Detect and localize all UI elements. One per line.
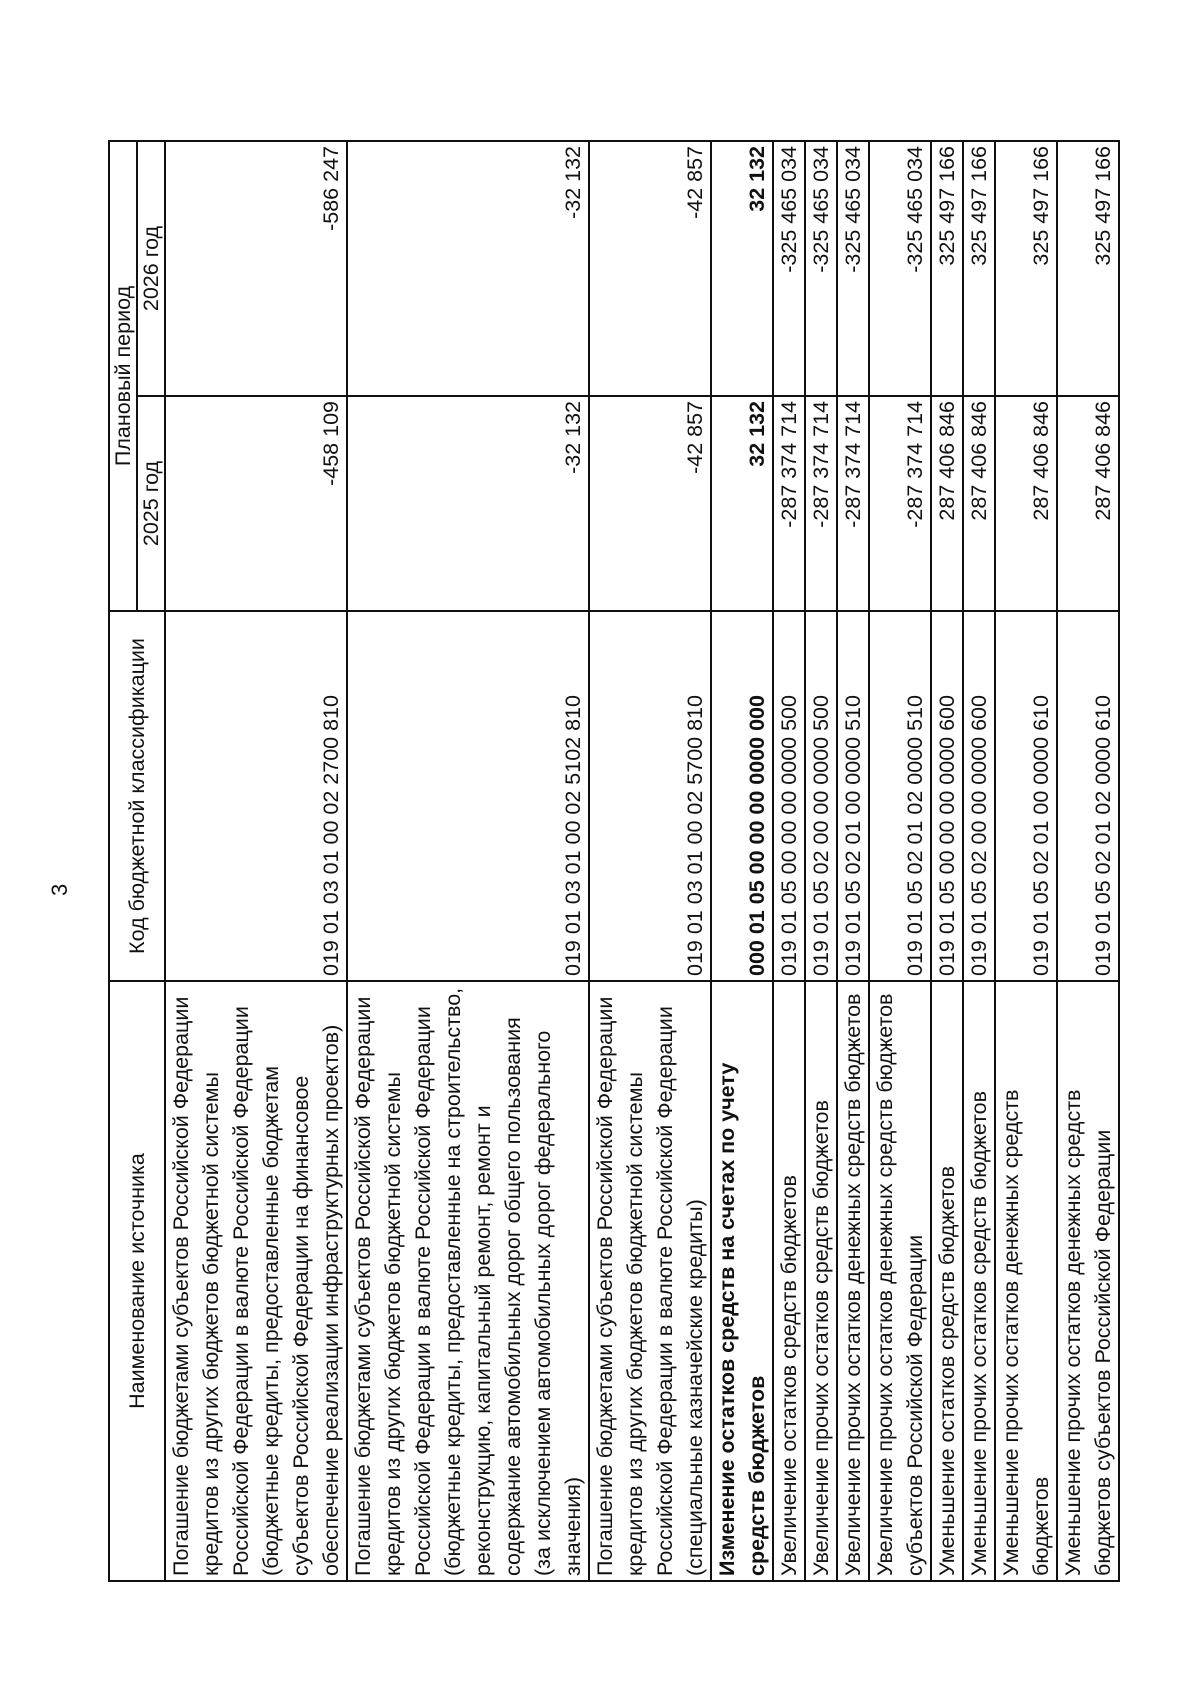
- row-value-2026: -325 465 034: [773, 141, 805, 396]
- row-value-2026: 325 497 166: [931, 141, 963, 396]
- header-year-2025: 2025 год: [137, 396, 165, 611]
- row-value-2025: -458 109: [165, 396, 347, 611]
- row-code-cell: 019 01 05 02 00 00 0000 500: [805, 611, 837, 981]
- row-code-cell: 019 01 05 00 00 00 0000 600: [931, 611, 963, 981]
- table-row: [165, 141, 347, 1581]
- row-value-2026: 325 497 166: [963, 141, 995, 396]
- row-name-cell: Уменьшение прочих остатков денежных средств бюджетов: [995, 981, 1057, 1581]
- header-year-2026: 2026 год: [137, 141, 165, 396]
- table-row: [837, 141, 869, 1581]
- rotated-table-wrapper: [108, 142, 1115, 1582]
- row-value-2026: 325 497 166: [1057, 141, 1119, 396]
- row-value-2025: -287 374 714: [837, 396, 869, 611]
- row-name-cell: Погашение бюджетами субъектов Российской Федерации кредитов из других бюджетов бюджетной системы Российской Федерации в валюте Российской Федерации (специальные казначейские кредиты): [589, 981, 711, 1581]
- row-code-cell: 019 01 05 02 01 02 0000 610: [1057, 611, 1119, 981]
- row-name-cell: Уменьшение остатков средств бюджетов: [931, 981, 963, 1581]
- row-name-cell: Изменение остатков средств на счетах по учету средств бюджетов: [711, 981, 773, 1581]
- header-name: Наименование источника: [109, 981, 165, 1581]
- row-name-cell: Увеличение прочих остатков денежных средств бюджетов субъектов Российской Федерации: [869, 981, 931, 1581]
- row-code-cell: 019 01 05 00 00 00 0000 500: [773, 611, 805, 981]
- row-name-cell: Уменьшение прочих остатков денежных средств бюджетов субъектов Российской Федерации: [1057, 981, 1119, 1581]
- table-row: [1057, 141, 1119, 1581]
- row-code-cell: 000 01 05 00 00 00 0000 000: [711, 611, 773, 981]
- row-code-cell: 019 01 05 02 00 00 0000 600: [963, 611, 995, 981]
- row-value-2025: -42 857: [589, 396, 711, 611]
- row-value-2025: 287 406 846: [931, 396, 963, 611]
- row-code-cell: 019 01 03 01 00 02 5102 810: [347, 611, 589, 981]
- row-value-2025: 32 132: [711, 396, 773, 611]
- row-value-2025: -287 374 714: [869, 396, 931, 611]
- header-period: Плановый период: [109, 141, 137, 611]
- table-row: [805, 141, 837, 1581]
- row-value-2026: 32 132: [711, 141, 773, 396]
- row-value-2025: 287 406 846: [1057, 396, 1119, 611]
- table-row: [869, 141, 931, 1581]
- row-value-2026: -586 247: [165, 141, 347, 396]
- row-name-cell: Погашение бюджетами субъектов Российской Федерации кредитов из других бюджетов бюджетной системы Российской Федерации в валюте Российской Федерации (бюджетные кредиты, предоставленные бюджетам субъектов Российской Федерации на финансовое обеспечение реализации инфраструктурных проектов): [165, 981, 347, 1581]
- table-row: [931, 141, 963, 1581]
- table-body: [165, 141, 1119, 1581]
- row-code-cell: 019 01 05 02 01 02 0000 510: [869, 611, 931, 981]
- table-row: [963, 141, 995, 1581]
- row-value-2025: -287 374 714: [805, 396, 837, 611]
- row-value-2025: -32 132: [347, 396, 589, 611]
- row-value-2026: -32 132: [347, 141, 589, 396]
- row-value-2026: -325 465 034: [837, 141, 869, 396]
- table-row: [711, 141, 773, 1581]
- table-row: [773, 141, 805, 1581]
- row-value-2026: 325 497 166: [995, 141, 1057, 396]
- row-code-cell: 019 01 03 01 00 02 5700 810: [589, 611, 711, 981]
- table-row: [589, 141, 711, 1581]
- row-name-cell: Уменьшение прочих остатков средств бюджетов: [963, 981, 995, 1581]
- row-code-cell: 019 01 05 02 01 00 0000 510: [837, 611, 869, 981]
- row-name-cell: Увеличение остатков средств бюджетов: [773, 981, 805, 1581]
- table-row: [995, 141, 1057, 1581]
- row-value-2026: -325 465 034: [805, 141, 837, 396]
- row-name-cell: Погашение бюджетами субъектов Российской Федерации кредитов из других бюджетов бюджетной системы Российской Федерации в валюте Российской Федерации (бюджетные кредиты, предоставленные на строительство, реконструкцию, капитальный ремонт, ремонт и содержание автомобильных дорог общего пользования (за исключением автомобильных дорог федерального значения): [347, 981, 589, 1581]
- row-value-2025: 287 406 846: [963, 396, 995, 611]
- row-name-cell: Увеличение прочих остатков денежных средств бюджетов: [837, 981, 869, 1581]
- table-row: [347, 141, 589, 1581]
- row-value-2026: -42 857: [589, 141, 711, 396]
- row-code-cell: 019 01 05 02 01 00 0000 610: [995, 611, 1057, 981]
- row-name-cell: Увеличение прочих остатков средств бюджетов: [805, 981, 837, 1581]
- sources-table: [108, 140, 1120, 1582]
- row-code-cell: 019 01 03 01 00 02 2700 810: [165, 611, 347, 981]
- row-value-2026: -325 465 034: [869, 141, 931, 396]
- row-value-2025: -287 374 714: [773, 396, 805, 611]
- header-code: Код бюджетной классификации: [109, 611, 165, 981]
- page-number: 3: [47, 883, 72, 896]
- row-value-2025: 287 406 846: [995, 396, 1057, 611]
